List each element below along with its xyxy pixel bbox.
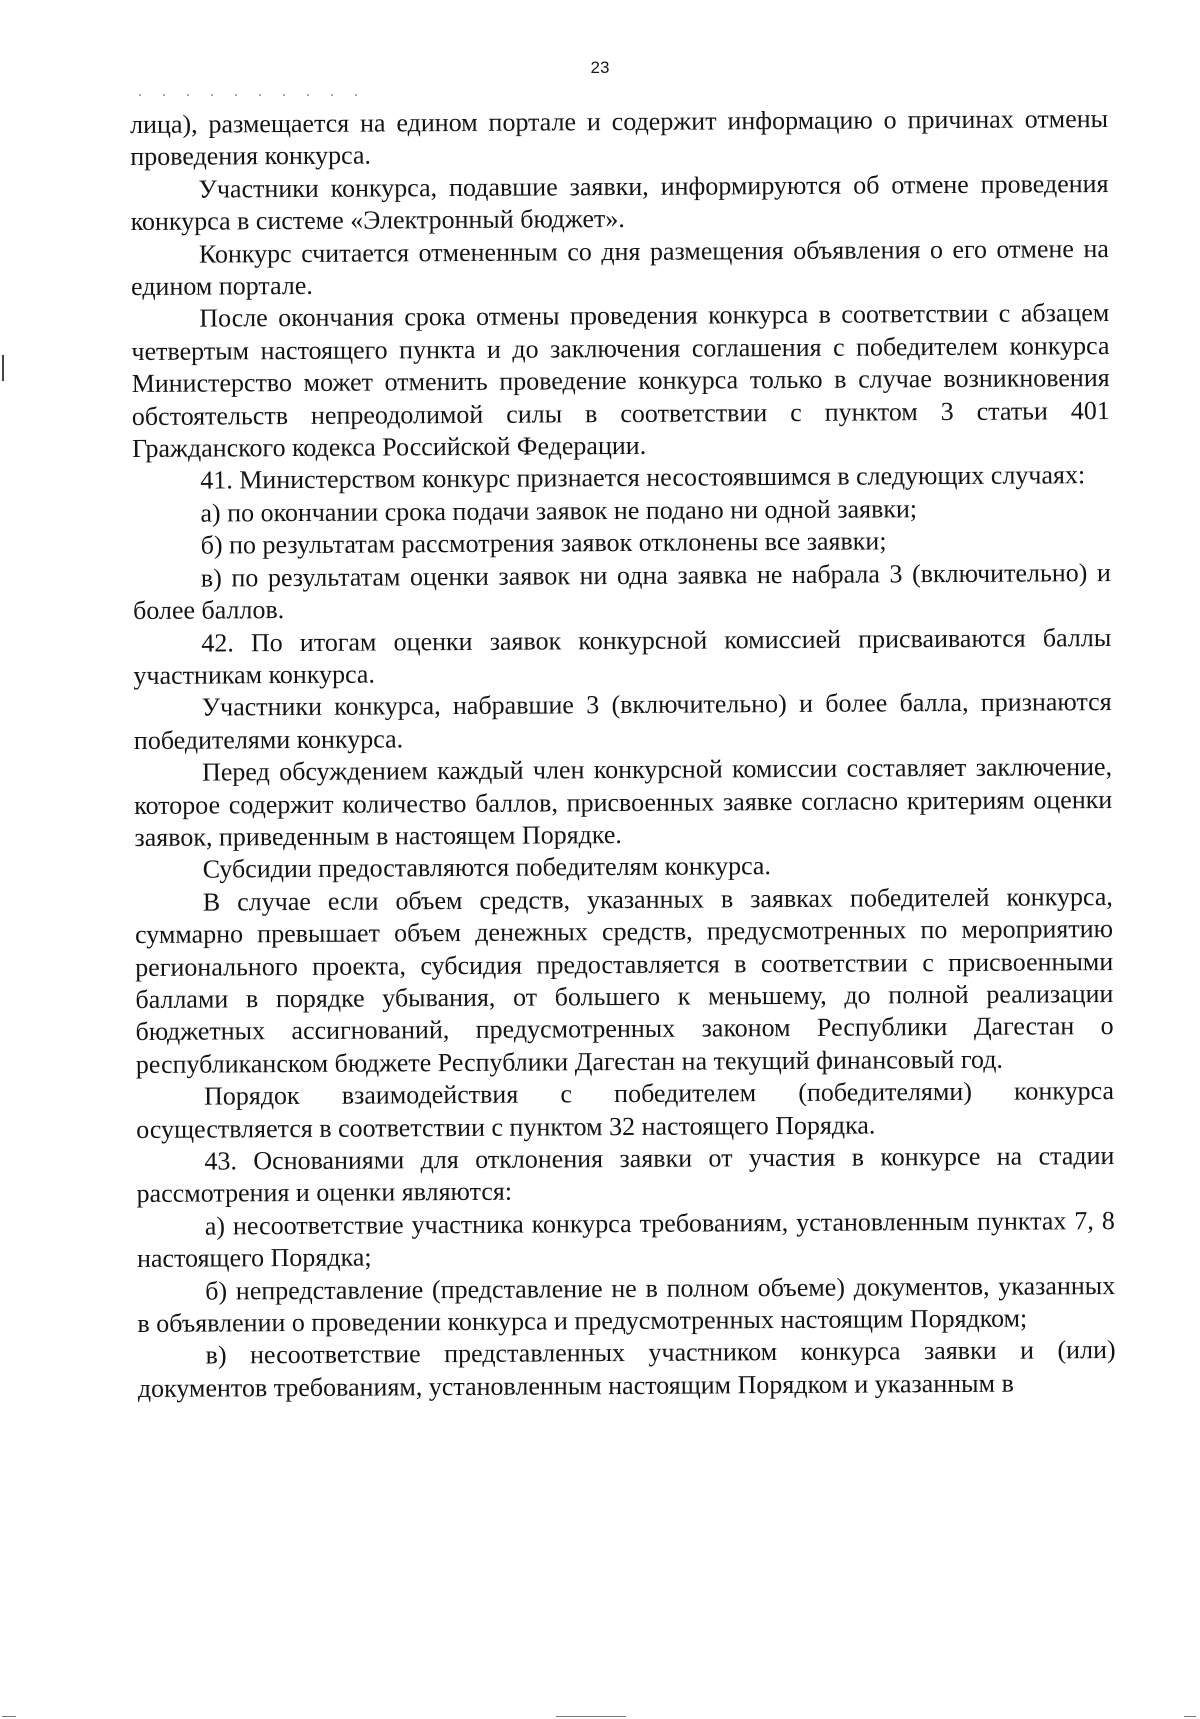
list-item: а) по окончании срока подачи заявок не подано ни одной заявки; [200, 494, 918, 528]
scan-margin-mark [2, 355, 4, 381]
document-body [130, 103, 1116, 1405]
clause-41: 41. Министерством конкурс признается несостоявшимся в следующих случаях: [200, 460, 1086, 496]
list-item: в) несоответствие представленных участником конкурса заявки и (или) документов требованиям, установленным настоящим Порядком и указанным в [137, 1335, 1116, 1403]
list-item: б) по результатам рассмотрения заявок отклонены все заявки; [200, 526, 887, 560]
scan-edge-mark [1184, 1716, 1196, 1717]
list-item: в) по результатам оценки заявок ни одна заявка не набрала 3 (включительно) и более баллов. [132, 557, 1111, 626]
paragraph: Участники конкурса, подавшие заявки, информируются об отмене проведения конкурса в системе «Электронный бюджет». [130, 168, 1109, 237]
page-number: 23 [590, 58, 610, 77]
scan-artifact-dots [128, 94, 368, 96]
paragraph: После окончания срока отмены проведения конкурса в соответствии с абзацем четвертым настоящего пункта и до заключения соглашения с победителем конкурса Министерство может отменить проведение конкурса только в случае возникновения обстоятельств непреодолимой силы в соответствии с пунктом 3 статьи 401 Гражданского кодекса Российской Федерации. [131, 298, 1110, 464]
scan-edge-mark [2, 1716, 16, 1717]
paragraph: В случае если объем средств, указанных в заявках победителей конкурса, суммарно превышает объем денежных средств, предусмотренных по мероприятию регионального проекта, субсидия предоставляется в соответствии с присвоенными баллами в порядке убывания, от большего к меньшему, до полной реализации бюджетных ассигнований, предусмотренных законом Республики Дагестан о республиканском бюджете Республики Дагестан на текущий финансовый год. [134, 881, 1114, 1079]
paragraph: Порядок взаимодействия с победителем (победителями) конкурса осуществляется в соответствии с пунктом 32 настоящего Порядка. [136, 1076, 1115, 1144]
scan-bottom-edge [0, 1709, 1200, 1719]
scan-edge-mark [556, 1716, 626, 1717]
paragraph: лица), размещается на едином портале и содержит информацию о причинах отмены проведения конкурса. [130, 104, 1109, 172]
paragraph: Конкурс считается отмененным со дня размещения объявления о его отмене на едином портале. [130, 233, 1109, 302]
list-item: а) несоответствие участника конкурса требованиям, установленным пунктах 7, 8 настоящего Порядка; [136, 1205, 1115, 1274]
paragraph: Перед обсуждением каждый член конкурсной комиссии составляет заключение, которое содержит количество баллов, присвоенных заявке согласно критериям оценки заявок, приведенным в настоящем Порядке. [134, 752, 1113, 852]
paragraph: Субсидии предоставляются победителям конкурса. [202, 851, 772, 884]
clause-42: 42. По итогам оценки заявок конкурсной комиссией присваиваются баллы участникам конкурса. [133, 622, 1112, 690]
paragraph: Участники конкурса, набравшие 3 (включительно) и более балла, признаются победителями конкурса. [133, 687, 1112, 755]
list-item: б) непредставление (представление не в полном объеме) документов, указанных в объявлении о проведении конкурса и предусмотренных настоящим Порядком; [137, 1270, 1116, 1339]
clause-43: 43. Основаниями для отклонения заявки от участия в конкурсе на стадии рассмотрения и оценки являются: [136, 1141, 1115, 1209]
